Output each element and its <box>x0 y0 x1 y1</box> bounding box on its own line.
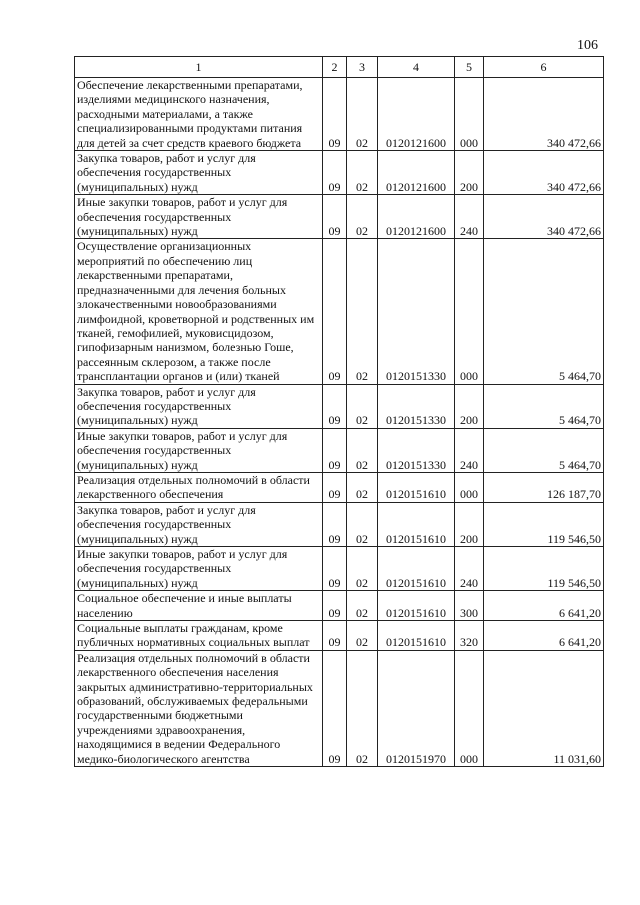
target-code: 0120151610 <box>378 502 455 546</box>
expense-name: Закупка товаров, работ и услуг для обеспечения государственных (муниципальных) нужд <box>75 151 323 195</box>
subsection-code: 02 <box>347 239 378 384</box>
expense-name: Иные закупки товаров, работ и услуг для обеспечения государственных (муниципальных) нужд <box>75 195 323 239</box>
target-code: 0120151610 <box>378 547 455 591</box>
expense-name: Иные закупки товаров, работ и услуг для обеспечения государственных (муниципальных) нужд <box>75 547 323 591</box>
subsection-code: 02 <box>347 428 378 472</box>
subsection-code: 02 <box>347 78 378 151</box>
expense-name: Закупка товаров, работ и услуг для обеспечения государственных (муниципальных) нужд <box>75 384 323 428</box>
subsection-code: 02 <box>347 384 378 428</box>
section-code: 09 <box>323 472 347 502</box>
section-code: 09 <box>323 650 347 766</box>
table-row <box>75 239 604 384</box>
kind-code: 000 <box>455 650 484 766</box>
amount: 340 472,66 <box>484 195 604 239</box>
expense-name: Осуществление организационных мероприятий по обеспечению лиц лекарственными препаратами, предназначенными для лечения больных злокачественными новообразованиями лимфоидной, кроветворной и родственных им тканей, гемофилией, муковисцидозом, гипофизарным нанизмом, болезнью Гоше, рассеянным склерозом, а также после трансплантации органов и (или) тканей <box>75 239 323 384</box>
budget-table <box>74 56 604 767</box>
kind-code: 000 <box>455 239 484 384</box>
table-row <box>75 78 604 151</box>
column-header-6: 6 <box>484 57 604 78</box>
table-row <box>75 547 604 591</box>
column-header-2: 2 <box>323 57 347 78</box>
amount: 119 546,50 <box>484 547 604 591</box>
header-row <box>75 57 604 78</box>
expense-name: Социальные выплаты гражданам, кроме публичных нормативных социальных выплат <box>75 621 323 651</box>
column-header-1: 1 <box>75 57 323 78</box>
kind-code: 000 <box>455 472 484 502</box>
subsection-code: 02 <box>347 591 378 621</box>
target-code: 0120121600 <box>378 151 455 195</box>
target-code: 0120151330 <box>378 428 455 472</box>
amount: 119 546,50 <box>484 502 604 546</box>
subsection-code: 02 <box>347 151 378 195</box>
target-code: 0120121600 <box>378 78 455 151</box>
kind-code: 300 <box>455 591 484 621</box>
table-row <box>75 650 604 766</box>
table-row <box>75 472 604 502</box>
table-row <box>75 591 604 621</box>
table-row <box>75 428 604 472</box>
subsection-code: 02 <box>347 502 378 546</box>
section-code: 09 <box>323 239 347 384</box>
kind-code: 320 <box>455 621 484 651</box>
table-row <box>75 195 604 239</box>
table-row <box>75 384 604 428</box>
amount: 11 031,60 <box>484 650 604 766</box>
kind-code: 240 <box>455 547 484 591</box>
kind-code: 200 <box>455 384 484 428</box>
amount: 5 464,70 <box>484 428 604 472</box>
amount: 5 464,70 <box>484 384 604 428</box>
table-row <box>75 502 604 546</box>
page-number: 106 <box>577 38 598 53</box>
expense-name: Обеспечение лекарственными препаратами, изделиями медицинского назначения, расходными материалами, а также специализированными продуктами питания для детей за счет средств краевого бюджета <box>75 78 323 151</box>
kind-code: 200 <box>455 151 484 195</box>
target-code: 0120151610 <box>378 621 455 651</box>
target-code: 0120151330 <box>378 384 455 428</box>
column-header-3: 3 <box>347 57 378 78</box>
target-code: 0120151610 <box>378 472 455 502</box>
subsection-code: 02 <box>347 650 378 766</box>
subsection-code: 02 <box>347 621 378 651</box>
subsection-code: 02 <box>347 547 378 591</box>
section-code: 09 <box>323 151 347 195</box>
table-row <box>75 621 604 651</box>
section-code: 09 <box>323 502 347 546</box>
expense-name: Реализация отдельных полномочий в области лекарственного обеспечения населения закрытых административно-территориальных образований, обслуживаемых федеральными государственными бюджетными учреждениями здравоохранения, находящимися в ведении Федерального медико-биологического агентства <box>75 650 323 766</box>
section-code: 09 <box>323 195 347 239</box>
kind-code: 240 <box>455 428 484 472</box>
amount: 5 464,70 <box>484 239 604 384</box>
amount: 6 641,20 <box>484 621 604 651</box>
kind-code: 000 <box>455 78 484 151</box>
target-code: 0120121600 <box>378 195 455 239</box>
amount: 340 472,66 <box>484 151 604 195</box>
section-code: 09 <box>323 428 347 472</box>
target-code: 0120151610 <box>378 591 455 621</box>
column-header-4: 4 <box>378 57 455 78</box>
target-code: 0120151330 <box>378 239 455 384</box>
amount: 340 472,66 <box>484 78 604 151</box>
subsection-code: 02 <box>347 472 378 502</box>
expense-name: Реализация отдельных полномочий в области лекарственного обеспечения <box>75 472 323 502</box>
table-row <box>75 151 604 195</box>
expense-name: Иные закупки товаров, работ и услуг для обеспечения государственных (муниципальных) нужд <box>75 428 323 472</box>
kind-code: 240 <box>455 195 484 239</box>
section-code: 09 <box>323 621 347 651</box>
amount: 126 187,70 <box>484 472 604 502</box>
expense-name: Социальное обеспечение и иные выплаты населению <box>75 591 323 621</box>
section-code: 09 <box>323 78 347 151</box>
column-header-5: 5 <box>455 57 484 78</box>
section-code: 09 <box>323 384 347 428</box>
section-code: 09 <box>323 591 347 621</box>
section-code: 09 <box>323 547 347 591</box>
amount: 6 641,20 <box>484 591 604 621</box>
expense-name: Закупка товаров, работ и услуг для обеспечения государственных (муниципальных) нужд <box>75 502 323 546</box>
subsection-code: 02 <box>347 195 378 239</box>
target-code: 0120151970 <box>378 650 455 766</box>
kind-code: 200 <box>455 502 484 546</box>
